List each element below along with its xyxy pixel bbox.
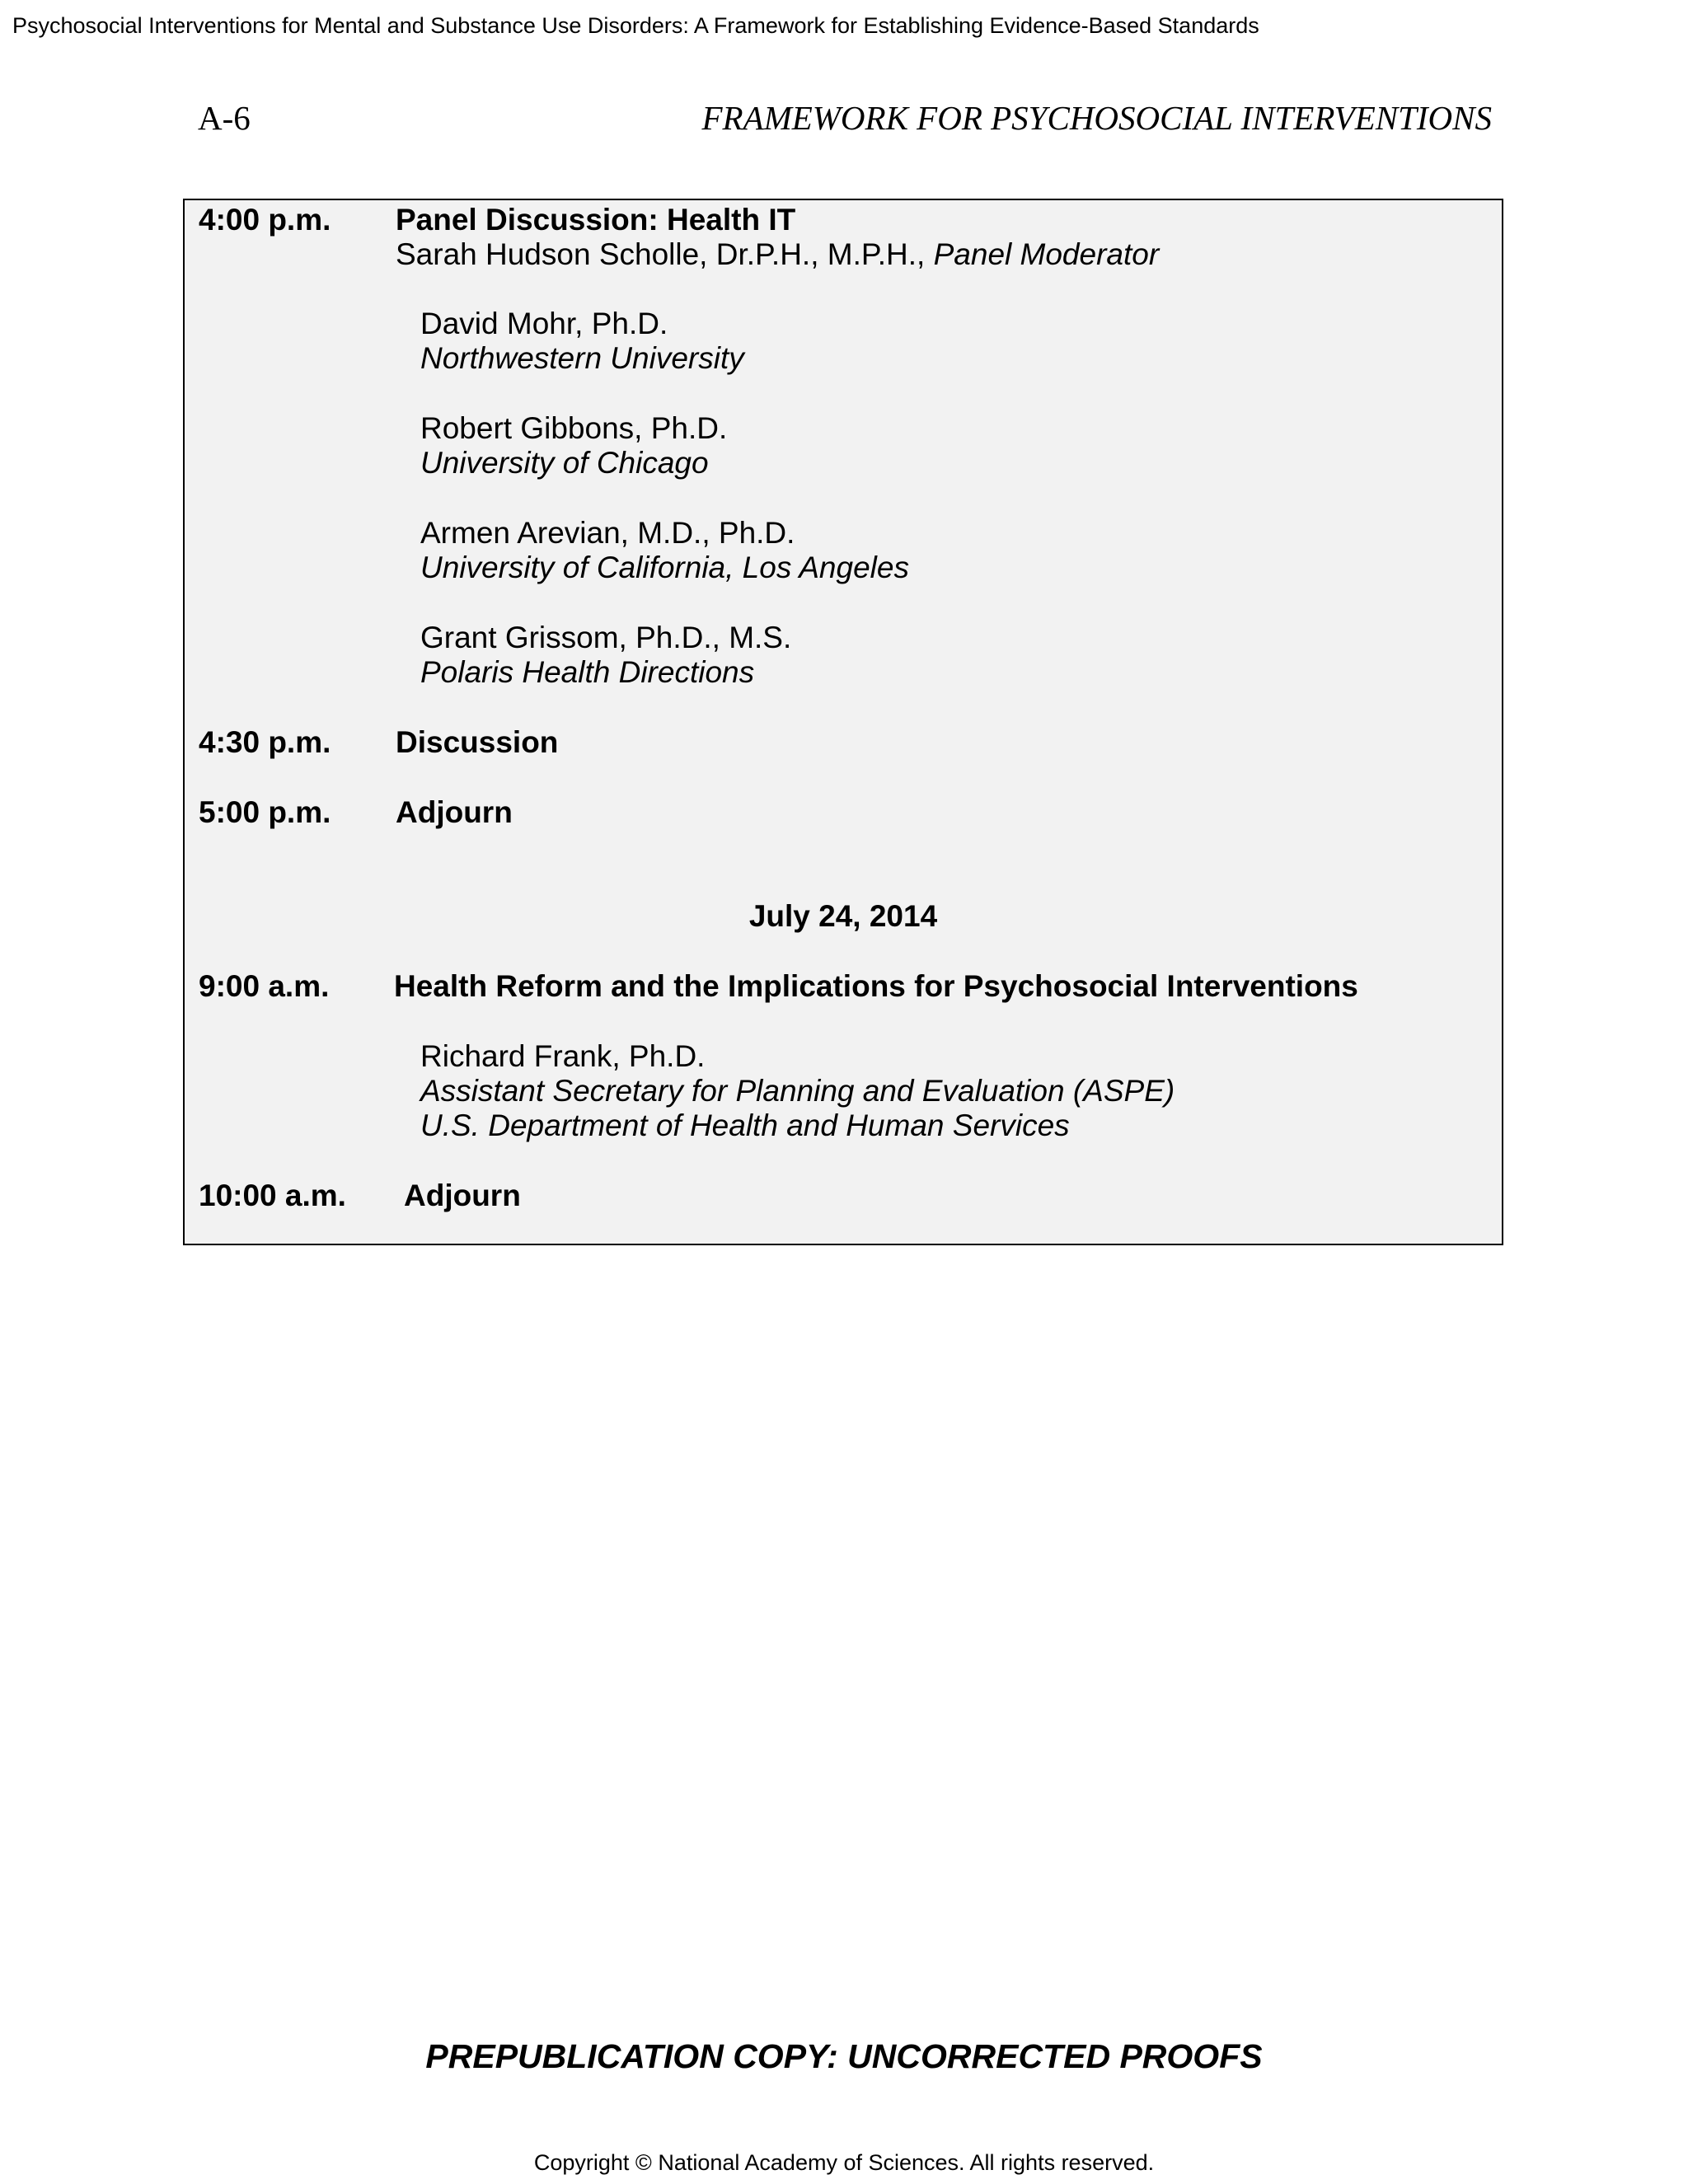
adjourn-title: Adjourn xyxy=(396,795,513,829)
moderator-name: Sarah Hudson Scholle, Dr.P.H., M.P.H., xyxy=(396,237,926,271)
proof-notice: PREPUBLICATION COPY: UNCORRECTED PROOFS xyxy=(425,2037,1263,2075)
speaker-affiliation: Assistant Secretary for Planning and Evaluation (ASPE) xyxy=(420,1074,1175,1108)
copyright-notice: Copyright © National Academy of Sciences. All rights reserved. xyxy=(533,2150,1155,2175)
panelist-affiliation: Northwestern University xyxy=(420,341,744,375)
panelist-name: David Mohr, Ph.D. xyxy=(420,307,668,340)
panelist-affiliation: University of California, Los Angeles xyxy=(420,551,909,584)
discussion-time: 4:30 p.m. xyxy=(199,725,331,759)
adjourn-title: Adjourn xyxy=(404,1179,521,1212)
health-reform-time: 9:00 a.m. xyxy=(199,969,330,1003)
panel-moderator xyxy=(396,237,1159,273)
day-heading: July 24, 2014 xyxy=(748,899,938,933)
panelist-affiliation: Polaris Health Directions xyxy=(420,655,755,689)
panelist-name: Grant Grissom, Ph.D., M.S. xyxy=(420,621,792,654)
panel-time: 4:00 p.m. xyxy=(199,203,331,237)
panelist-name: Robert Gibbons, Ph.D. xyxy=(420,411,728,445)
speaker-affiliation: U.S. Department of Health and Human Services xyxy=(420,1108,1070,1142)
adjourn-time: 10:00 a.m. xyxy=(199,1179,346,1212)
panel-title: Panel Discussion: Health IT xyxy=(396,203,796,237)
panelist-name: Armen Arevian, M.D., Ph.D. xyxy=(420,516,795,550)
running-head: FRAMEWORK FOR PSYCHOSOCIAL INTERVENTIONS xyxy=(701,99,1492,137)
discussion-title: Discussion xyxy=(396,725,559,759)
document-title: Psychosocial Interventions for Mental and Substance Use Disorders: A Framework for Establishing Evidence-Based Standards xyxy=(12,13,1259,38)
agenda-box xyxy=(183,199,1503,1245)
health-reform-title: Health Reform and the Implications for Psychosocial Interventions xyxy=(394,969,1358,1003)
page-number: A-6 xyxy=(198,99,251,137)
moderator-role: Panel Moderator xyxy=(933,237,1160,271)
adjourn-time: 5:00 p.m. xyxy=(199,795,331,829)
panelist-affiliation: University of Chicago xyxy=(420,446,709,480)
speaker-name: Richard Frank, Ph.D. xyxy=(420,1039,706,1073)
